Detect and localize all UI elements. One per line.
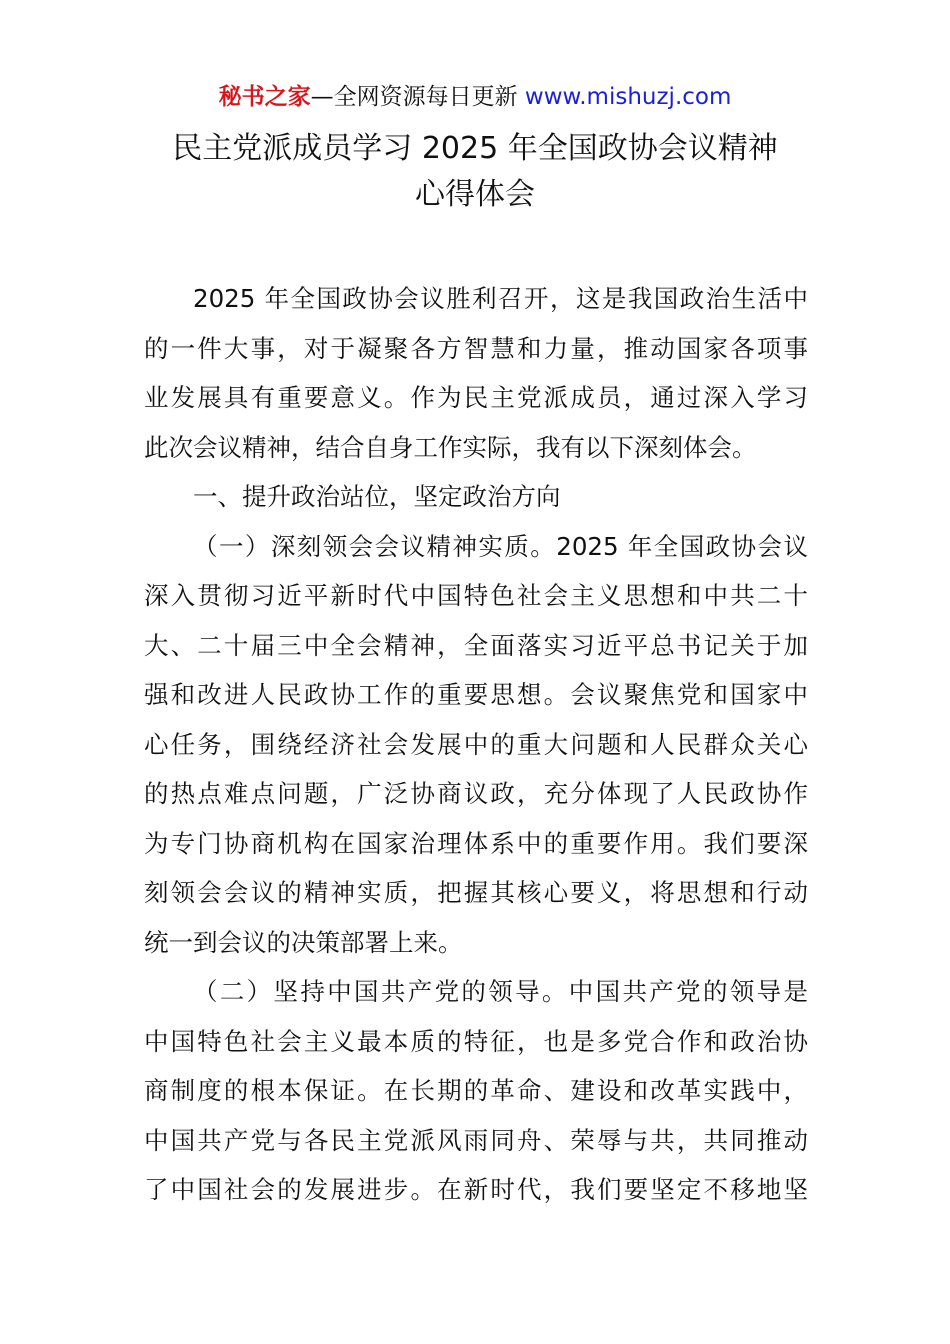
text-line: 深入贯彻习近平新时代中国特色社会主义思想和中共二十 xyxy=(144,581,808,610)
text-line: 的一件大事，对于凝聚各方智慧和力量，推动国家各项事 xyxy=(144,333,808,363)
text-line: 大、二十届三中全会精神，全面落实习近平总书记关于加 xyxy=(144,630,808,660)
text-line: 2025 年全国政协会议胜利召开，这是我国政治生活中 xyxy=(193,284,808,313)
text-line: 强和改进人民政协工作的重要思想。会议聚焦党和国家中 xyxy=(144,680,808,709)
document-title xyxy=(120,126,830,218)
text-line: 商制度的根本保证。在长期的革命、建设和改革实践中， xyxy=(144,1076,808,1105)
site-brand: 秘书之家 xyxy=(218,84,311,110)
text-line: 中国特色社会主义最本质的特征，也是多党合作和政治协 xyxy=(144,1026,808,1056)
text-line: 为专门协商机构在国家治理体系中的重要作用。我们要深 xyxy=(144,828,808,858)
text-line: 此次会议精神，结合自身工作实际，我有以下深刻体会。 xyxy=(144,432,757,462)
site-tagline: —全网资源每日更新 xyxy=(310,84,525,110)
text-line: （一）深刻领会会议精神实质。2025 年全国政协会议 xyxy=(193,531,808,561)
document-title-line: 心得体会 xyxy=(415,177,535,212)
text-line: 心任务，围绕经济社会发展中的重大问题和人民群众关心 xyxy=(144,729,808,759)
text-line: 一、提升政治站位，坚定政治方向 xyxy=(193,482,561,511)
document-title-line: 民主党派成员学习 2025 年全国政协会议精神 xyxy=(172,131,778,166)
text-line: 中国共产党与各民主党派风雨同舟、荣辱与共，共同推动 xyxy=(144,1125,808,1155)
text-line: 了中国社会的发展进步。在新时代，我们要坚定不移地坚 xyxy=(144,1175,808,1204)
text-line: 的热点难点问题，广泛协商议政，充分体现了人民政协作 xyxy=(144,779,808,808)
text-line: （二）坚持中国共产党的领导。中国共产党的领导是 xyxy=(193,977,808,1006)
text-line: 业发展具有重要意义。作为民主党派成员，通过深入学习 xyxy=(144,383,808,412)
site-header xyxy=(0,80,950,114)
text-line: 统一到会议的决策部署上来。 xyxy=(144,927,463,957)
site-url-link[interactable]: www.mishuzj.com xyxy=(524,84,732,110)
text-line: 刻领会会议的精神实质，把握其核心要义，将思想和行动 xyxy=(144,878,808,907)
document-body xyxy=(144,274,808,1215)
